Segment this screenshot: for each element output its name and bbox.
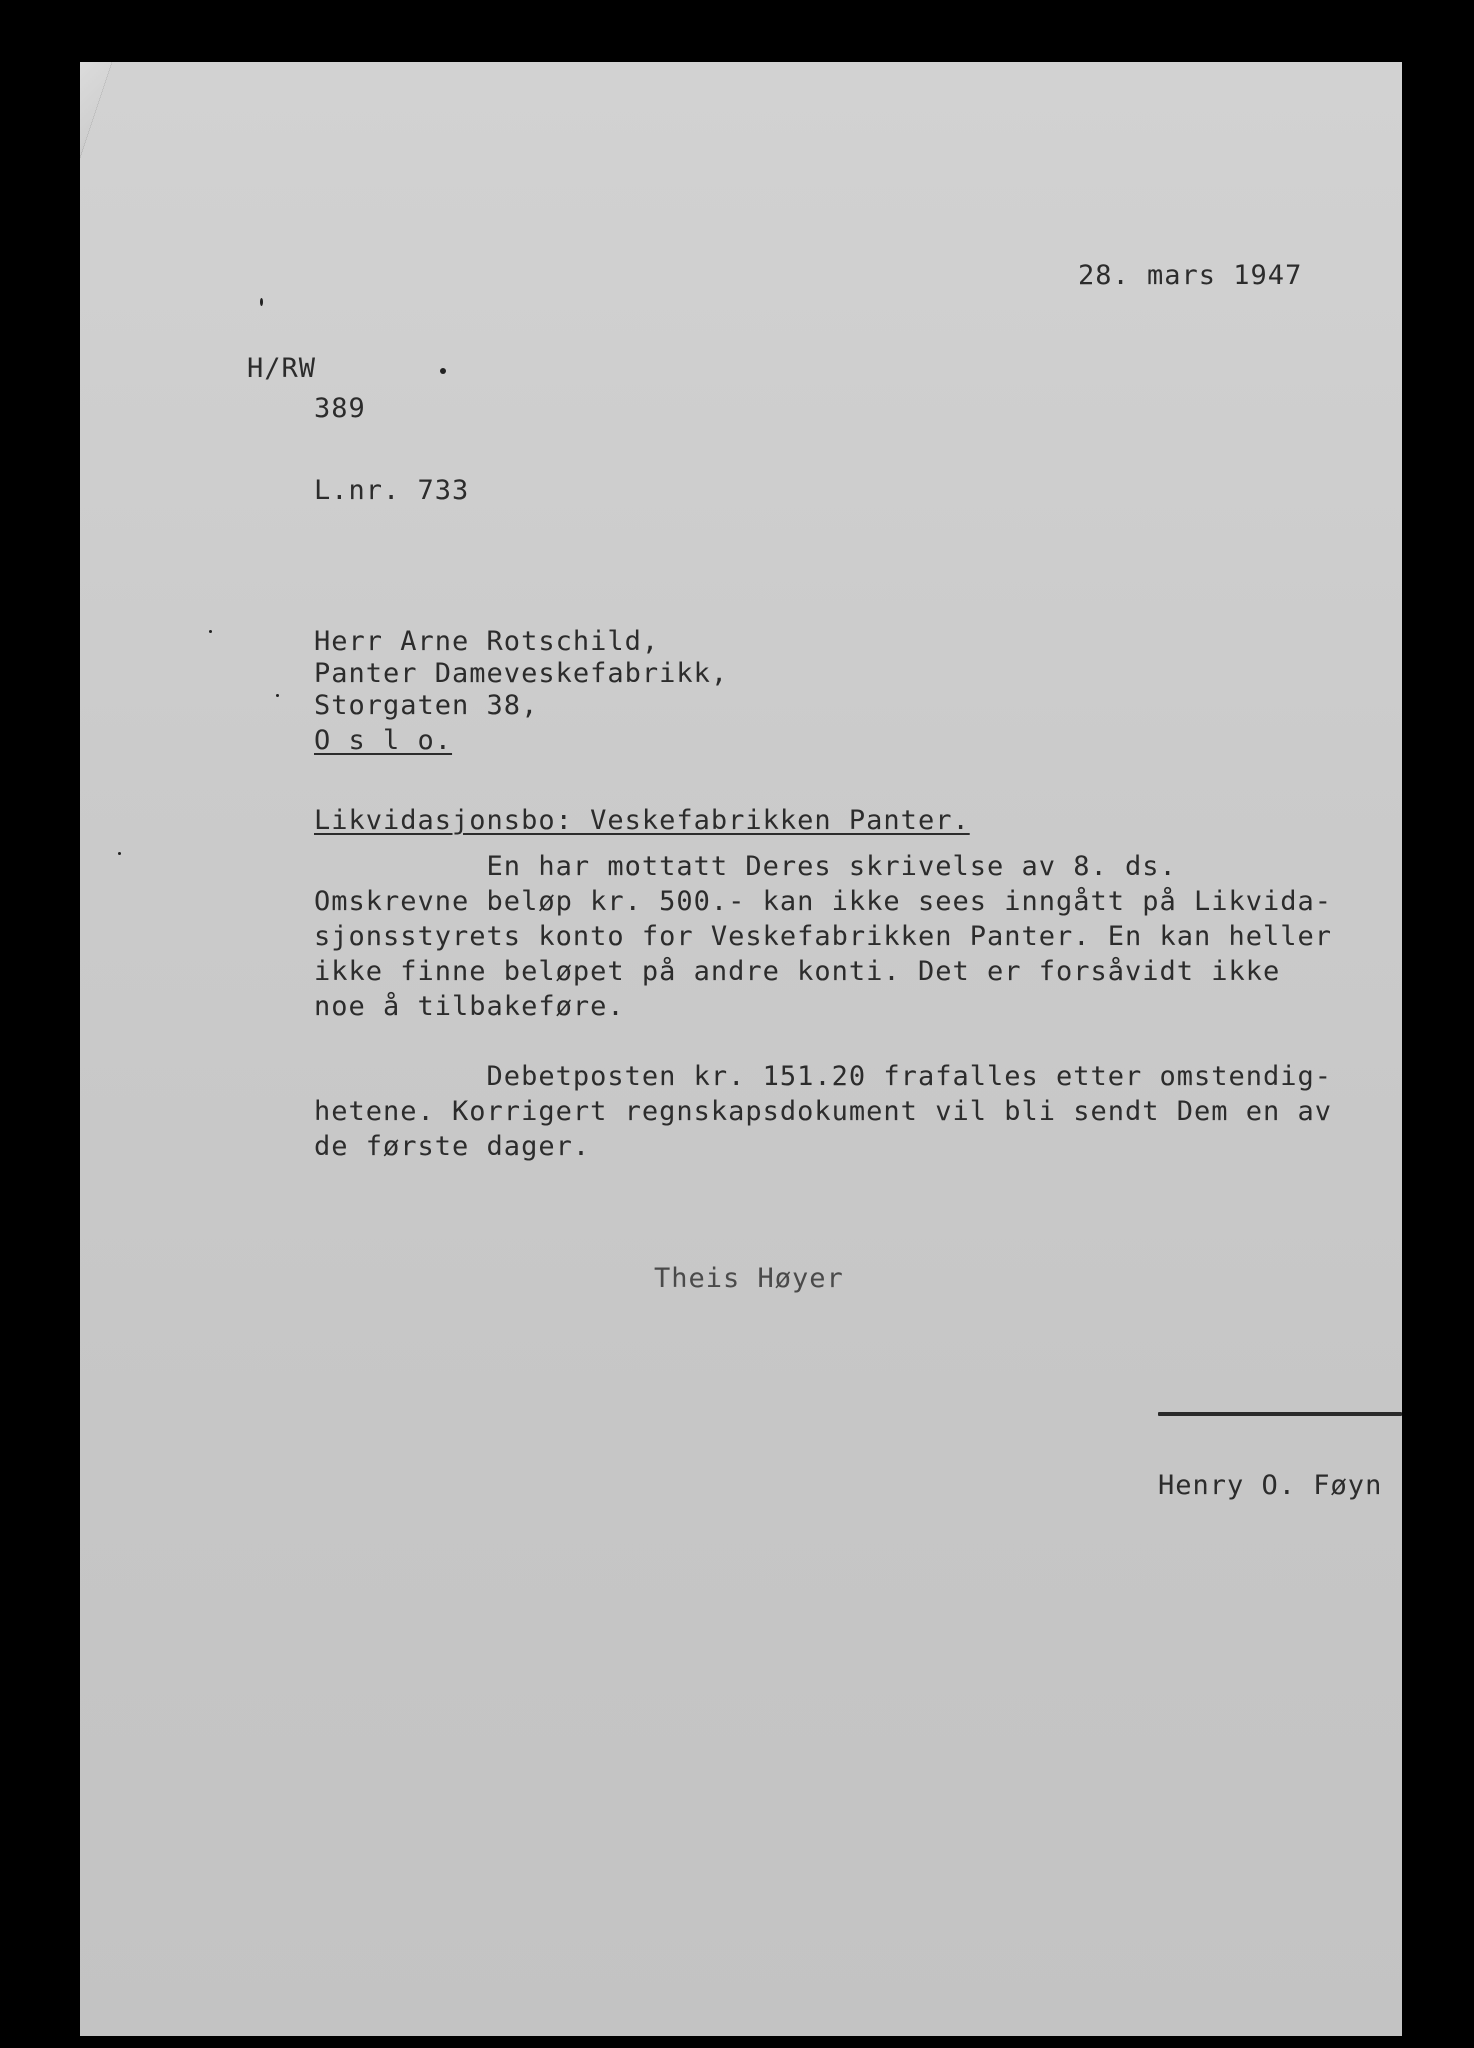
letter-reference-number: 389: [314, 393, 366, 424]
recipient-line: Herr Arne Rotschild,: [314, 626, 660, 657]
ink-mark: [118, 852, 121, 855]
body-line: noe å tilbakeføre.: [314, 991, 625, 1022]
body-line: Omskrevne beløp kr. 500.- kan ikke sees inngått på Likvida-: [314, 886, 1333, 917]
letter-subject: Likvidasjonsbo: Veskefabrikken Panter.: [314, 805, 970, 836]
ink-mark: [260, 298, 263, 306]
body-line: ikke finne beløpet på andre konti. Det er forsåvidt ikke: [314, 956, 1281, 987]
body-line: En har mottatt Deres skrivelse av 8. ds.: [314, 851, 1177, 882]
ink-mark: [276, 694, 279, 697]
typed-signature: Theis Høyer: [654, 1263, 844, 1294]
letter-date: 28. mars 1947: [1078, 260, 1303, 291]
letter-initials: H/RW: [247, 353, 317, 384]
ink-mark: [209, 630, 212, 633]
body-line: de første dager.: [314, 1131, 591, 1162]
body-line: Debetposten kr. 151.20 frafalles etter omstendig-: [314, 1061, 1333, 1092]
recipient-line: Panter Dameveskefabrikk,: [314, 658, 729, 689]
body-line: hetene. Korrigert regnskapsdokument vil bli sendt Dem en av: [314, 1096, 1333, 1127]
ink-dot: [440, 368, 446, 374]
signatory-name: Henry O. Føyn: [1158, 1470, 1383, 1501]
signature-line: [1158, 1412, 1402, 1416]
body-line: sjonsstyrets konto for Veskefabrikken Panter. En kan heller: [314, 921, 1333, 952]
recipient-city: O s l o.: [314, 725, 453, 756]
recipient-line: Storgaten 38,: [314, 690, 539, 721]
letter-l-number: L.nr. 733: [314, 475, 470, 506]
